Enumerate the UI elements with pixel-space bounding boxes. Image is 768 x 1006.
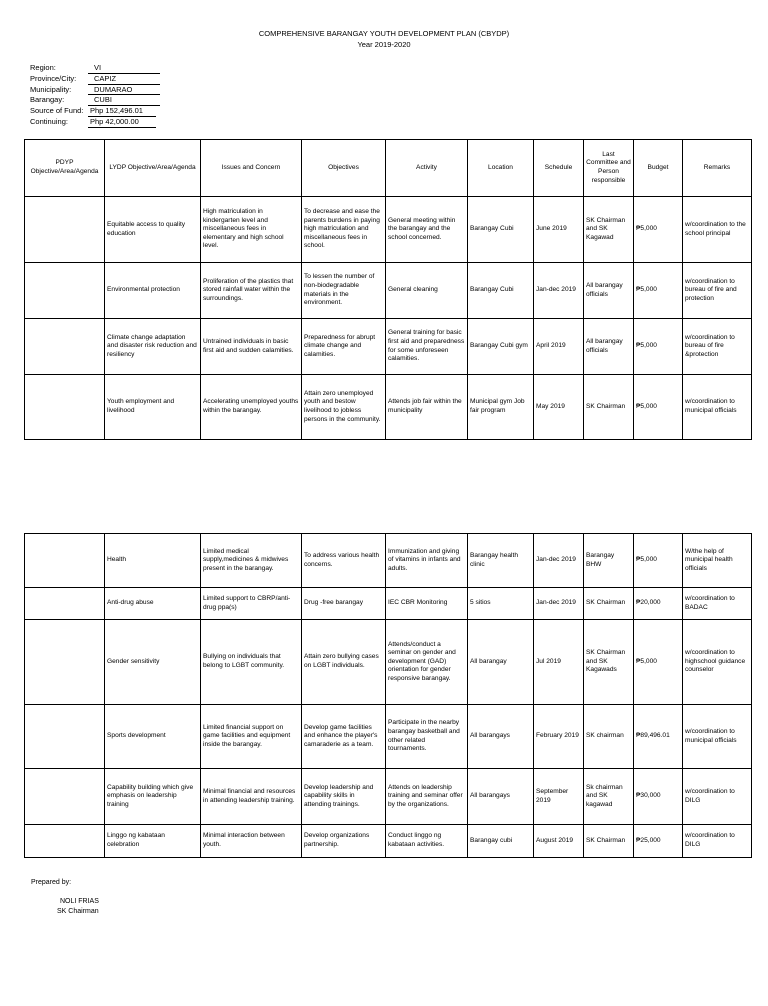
info-source-of-fund: [30, 106, 160, 117]
activity-cell: IEC CBR Monitoring: [386, 588, 468, 620]
activity-cell: General meeting within the barangay and the school concerned.: [386, 197, 468, 263]
info-value: CAPIZ: [88, 74, 160, 85]
table-row: [25, 319, 752, 375]
person-cell: Barangay BHW: [584, 534, 634, 588]
issues-cell: Proliferation of the plastics that stored rainfall water within the surroundings.: [201, 263, 302, 319]
schedule-cell: Jan-dec 2019: [534, 534, 584, 588]
table-row: [25, 769, 752, 825]
activity-cell: Conduct linggo ng kabataan activities.: [386, 825, 468, 858]
objectives-cell: Develop game facilities and enhance the player's camaraderie as a team.: [302, 705, 386, 769]
info-province: [30, 74, 160, 85]
info-label: Region:: [30, 63, 56, 72]
budget-cell: ₱5,000: [634, 534, 683, 588]
pdyp-cell: [25, 705, 105, 769]
remarks-cell: w/coordination to municipal officials: [683, 375, 752, 440]
pdyp-cell: [25, 534, 105, 588]
document-title: COMPREHENSIVE BARANGAY YOUTH DEVELOPMENT PLAN (CBYDP): [258, 29, 510, 38]
objectives-cell: Attain zero bullying cases on LGBT individuals.: [302, 620, 386, 705]
info-value: CUBI: [88, 95, 160, 106]
location-cell: 5 sitios: [468, 588, 534, 620]
budget-cell: ₱5,000: [634, 263, 683, 319]
pdyp-cell: [25, 263, 105, 319]
info-barangay: [30, 95, 160, 106]
lydp-cell: Youth employment and livelihood: [105, 375, 201, 440]
issues-cell: Minimal financial and resources in attending leadership training.: [201, 769, 302, 825]
budget-cell: ₱5,000: [634, 319, 683, 375]
objectives-cell: Develop leadership and capability skills in attending trainings.: [302, 769, 386, 825]
remarks-cell: w/coordination to bureau of fire and protection: [683, 263, 752, 319]
person-cell: SK Chairman and SK Kagawad: [584, 197, 634, 263]
budget-cell: ₱30,000: [634, 769, 683, 825]
person-cell: All barangay officials: [584, 263, 634, 319]
issues-cell: Limited financial support on game facilities and equipment inside the barangay.: [201, 705, 302, 769]
info-value: VI: [88, 63, 160, 74]
activity-cell: Participate in the nearby barangay basketball and other related tournaments.: [386, 705, 468, 769]
column-header: Schedule: [534, 140, 584, 197]
schedule-cell: April 2019: [534, 319, 584, 375]
location-cell: Barangay Cubi: [468, 197, 534, 263]
person-cell: SK Chairman: [584, 588, 634, 620]
lydp-cell: Climate change adaptation and disaster risk reduction and resiliency: [105, 319, 201, 375]
table-row: [25, 620, 752, 705]
location-cell: Barangay Cubi gym: [468, 319, 534, 375]
issues-cell: Limited medical supply,medicines & midwives present in the barangay.: [201, 534, 302, 588]
info-value: Php 42,000.00: [88, 117, 156, 128]
schedule-cell: Jan-dec 2019: [534, 263, 584, 319]
lydp-cell: Linggo ng kabataan celebration: [105, 825, 201, 858]
activity-cell: Immunization and giving of vitamins in infants and adults.: [386, 534, 468, 588]
info-continuing: [30, 117, 160, 128]
issues-cell: Bullying on individuals that belong to LGBT community.: [201, 620, 302, 705]
person-cell: SK Chairman: [584, 825, 634, 858]
info-label: Source of Fund:: [30, 106, 84, 116]
activity-cell: Attends job fair within the municipality: [386, 375, 468, 440]
pdyp-cell: [25, 319, 105, 375]
info-value: DUMARAO: [88, 85, 160, 96]
schedule-cell: May 2019: [534, 375, 584, 440]
remarks-cell: w/coordination to municipal officials: [683, 705, 752, 769]
lydp-cell: Sports development: [105, 705, 201, 769]
remarks-cell: w/coordination to bureau of fire &protection: [683, 319, 752, 375]
info-label: Continuing:: [30, 116, 68, 126]
column-header: Last Committee and Person responsible: [584, 140, 634, 197]
plan-table-page-1: [24, 139, 752, 440]
activity-cell: Attends/conduct a seminar on gender and development (GAD) orientation for gender responsive barangay.: [386, 620, 468, 705]
activity-cell: Attends on leadership training and seminar offer by the organizations.: [386, 769, 468, 825]
plan-table-page-2: [24, 533, 752, 858]
objectives-cell: Attain zero unemployed youth and bestow livelihood to jobless persons in the community.: [302, 375, 386, 440]
person-cell: SK chairman: [584, 705, 634, 769]
lydp-cell: Equitable access to quality education: [105, 197, 201, 263]
person-cell: All barangay officials: [584, 319, 634, 375]
info-region: [30, 63, 160, 74]
location-cell: Barangay cubi: [468, 825, 534, 858]
pdyp-cell: [25, 375, 105, 440]
location-cell: All barangays: [468, 769, 534, 825]
budget-cell: ₱89,496.01: [634, 705, 683, 769]
column-header: PDYP Objective/Area/Agenda: [25, 140, 105, 197]
lydp-cell: Health: [105, 534, 201, 588]
issues-cell: Minimal interaction between youth.: [201, 825, 302, 858]
column-header: Remarks: [683, 140, 752, 197]
table-row: [25, 588, 752, 620]
location-info: [30, 63, 160, 128]
objectives-cell: To address various health concerns.: [302, 534, 386, 588]
remarks-cell: w/coordination to DILG: [683, 769, 752, 825]
objectives-cell: Drug -free barangay: [302, 588, 386, 620]
remarks-cell: w/coordination to highschool guidance counselor: [683, 620, 752, 705]
budget-cell: ₱5,000: [634, 620, 683, 705]
table-row: [25, 534, 752, 588]
table-header-row: [25, 140, 752, 197]
location-cell: Municipal gym Job fair program: [468, 375, 534, 440]
remarks-cell: w/coordination to DILG: [683, 825, 752, 858]
info-label: Municipality:: [30, 84, 72, 94]
column-header: Location: [468, 140, 534, 197]
issues-cell: Untrained individuals in basic first aid and sudden calamities.: [201, 319, 302, 375]
issues-cell: Accelerating unemployed youths within the barangay.: [201, 375, 302, 440]
location-cell: All barangay: [468, 620, 534, 705]
schedule-cell: September 2019: [534, 769, 584, 825]
info-label: Barangay:: [30, 95, 65, 105]
info-municipality: [30, 85, 160, 96]
pdyp-cell: [25, 825, 105, 858]
schedule-cell: February 2019: [534, 705, 584, 769]
table-row: [25, 197, 752, 263]
objectives-cell: To decrease and ease the parents burdens in paying high matriculation and miscellaneous fees in school.: [302, 197, 386, 263]
preparer-position: SK Chairman: [57, 908, 99, 915]
column-header: LYDP Objective/Area/Agenda: [105, 140, 201, 197]
budget-cell: ₱20,000: [634, 588, 683, 620]
person-cell: SK Chairman and SK Kagawads: [584, 620, 634, 705]
preparer-name: NOLI FRIAS: [60, 898, 99, 905]
info-value: Php 152,496.01: [88, 106, 156, 117]
remarks-cell: w/coordination to the school principal: [683, 197, 752, 263]
prepared-by-label: Prepared by:: [31, 879, 72, 886]
location-cell: Barangay Cubi: [468, 263, 534, 319]
column-header: Objectives: [302, 140, 386, 197]
objectives-cell: Preparedness for abrupt climate change and calamities.: [302, 319, 386, 375]
activity-cell: General training for basic first aid and preparedness for some unforeseen calamities.: [386, 319, 468, 375]
lydp-cell: Gender sensitivity: [105, 620, 201, 705]
column-header: Issues and Concern: [201, 140, 302, 197]
schedule-cell: Jul 2019: [534, 620, 584, 705]
pdyp-cell: [25, 588, 105, 620]
budget-cell: ₱5,000: [634, 197, 683, 263]
remarks-cell: w/coordination to BADAC: [683, 588, 752, 620]
budget-cell: ₱5,000: [634, 375, 683, 440]
person-cell: SK Chairman: [584, 375, 634, 440]
table-row: [25, 825, 752, 858]
schedule-cell: Jan-dec 2019: [534, 588, 584, 620]
activity-cell: General cleaning: [386, 263, 468, 319]
pdyp-cell: [25, 197, 105, 263]
issues-cell: High matriculation in kindergarten level and miscellaneous fees in elementary and high school level.: [201, 197, 302, 263]
location-cell: All barangays: [468, 705, 534, 769]
lydp-cell: Capability building which give emphasis on leadership training: [105, 769, 201, 825]
lydp-cell: Anti-drug abuse: [105, 588, 201, 620]
pdyp-cell: [25, 620, 105, 705]
column-header: Budget: [634, 140, 683, 197]
objectives-cell: Develop organizations partnership.: [302, 825, 386, 858]
table-row: [25, 263, 752, 319]
person-cell: Sk chairman and SK kagawad: [584, 769, 634, 825]
lydp-cell: Environmental protection: [105, 263, 201, 319]
pdyp-cell: [25, 769, 105, 825]
info-label: Province/City:: [30, 73, 77, 83]
schedule-cell: August 2019: [534, 825, 584, 858]
document-year: Year 2019-2020: [357, 40, 411, 49]
table-row: [25, 375, 752, 440]
issues-cell: Limited support to CBRP/anti-drug ppa(s): [201, 588, 302, 620]
objectives-cell: To lessen the number of non-biodegradable materials in the environment.: [302, 263, 386, 319]
schedule-cell: June 2019: [534, 197, 584, 263]
budget-cell: ₱25,000: [634, 825, 683, 858]
remarks-cell: W/the help of municipal health officials: [683, 534, 752, 588]
column-header: Activity: [386, 140, 468, 197]
table-row: [25, 705, 752, 769]
location-cell: Barangay health clinic: [468, 534, 534, 588]
